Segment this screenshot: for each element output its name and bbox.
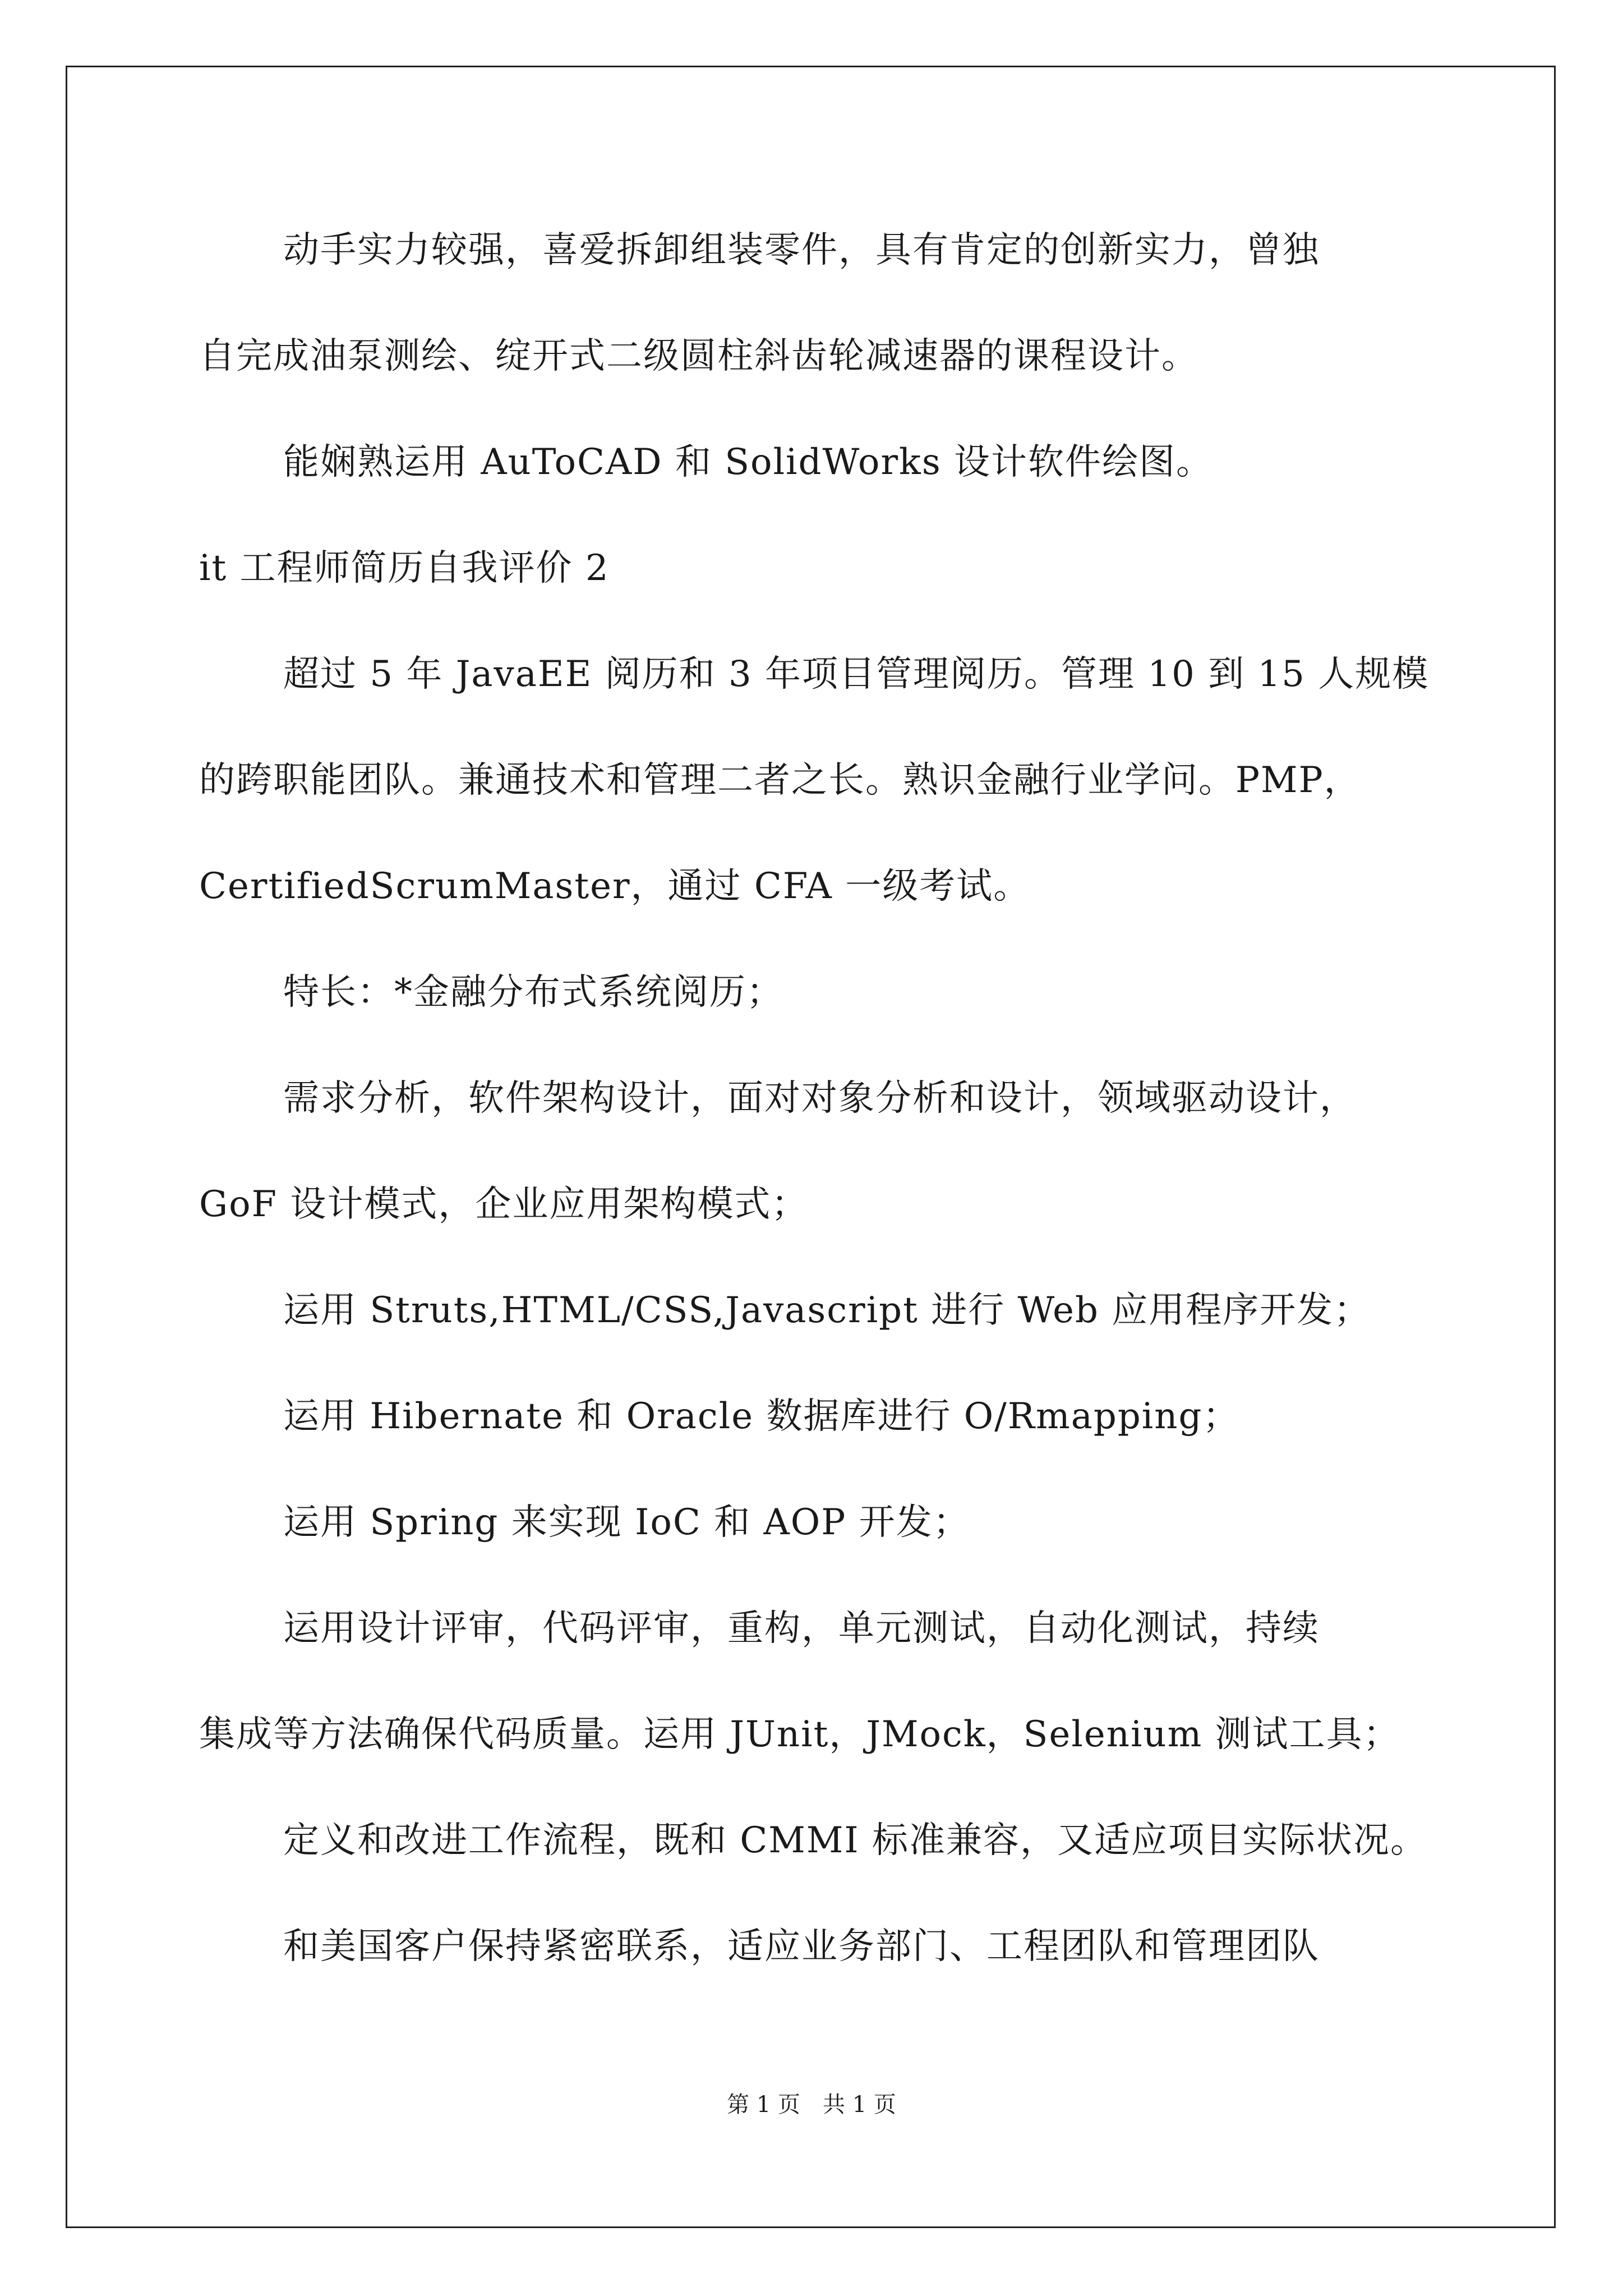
paragraph-line: 定义和改进工作流程，既和 CMMI 标准兼容，又适应项目实际状况。 [283,1820,1427,1861]
paragraph-line: 和美国客户保持紧密联系，适应业务部门、工程团队和管理团队 [283,1926,1320,1967]
section-heading: it 工程师简历自我评价 2 [199,547,610,589]
paragraph-line: 运用设计评审，代码评审，重构，单元测试，自动化测试，持续 [283,1608,1320,1649]
paragraph-line: 集成等方法确保代码质量。运用 JUnit，JMock，Selenium 测试工具； [199,1714,1400,1755]
paragraph-line: CertifiedScrumMaster，通过 CFA 一级考试。 [199,866,1031,907]
paragraph-line: 自完成油泵测绘、绽开式二级圆柱斜齿轮减速器的课程设计。 [199,335,1198,377]
paragraph-line: 运用 Struts,HTML/CSS,Javascript 进行 Web 应用程序开发； [283,1290,1371,1331]
paragraph-line: GoF 设计模式，企业应用架构模式； [199,1184,809,1225]
paragraph-line: 运用 Spring 来实现 IoC 和 AOP 开发； [283,1502,970,1543]
paragraph-line: 运用 Hibernate 和 Oracle 数据库进行 O/Rmapping； [283,1396,1240,1437]
paragraph-line: 特长：*金融分布式系统阅历； [283,972,783,1013]
paragraph-line: 需求分析，软件架构设计，面对对象分析和设计，领域驱动设计， [283,1078,1357,1119]
paragraph-line: 能娴熟运用 AuToCAD 和 SolidWorks 设计软件绘图。 [283,441,1214,483]
paragraph-line: 超过 5 年 JavaEE 阅历和 3 年项目管理阅历。管理 10 到 15 人规模 [283,654,1430,695]
page-number: 第 1 页 共 1 页 [727,2092,896,2118]
paragraph-line: 动手实力较强，喜爱拆卸组装零件，具有肯定的创新实力，曾独 [283,229,1320,271]
paragraph-line: 的跨职能团队。兼通技术和管理二者之长。熟识金融行业学问。PMP， [199,760,1361,801]
